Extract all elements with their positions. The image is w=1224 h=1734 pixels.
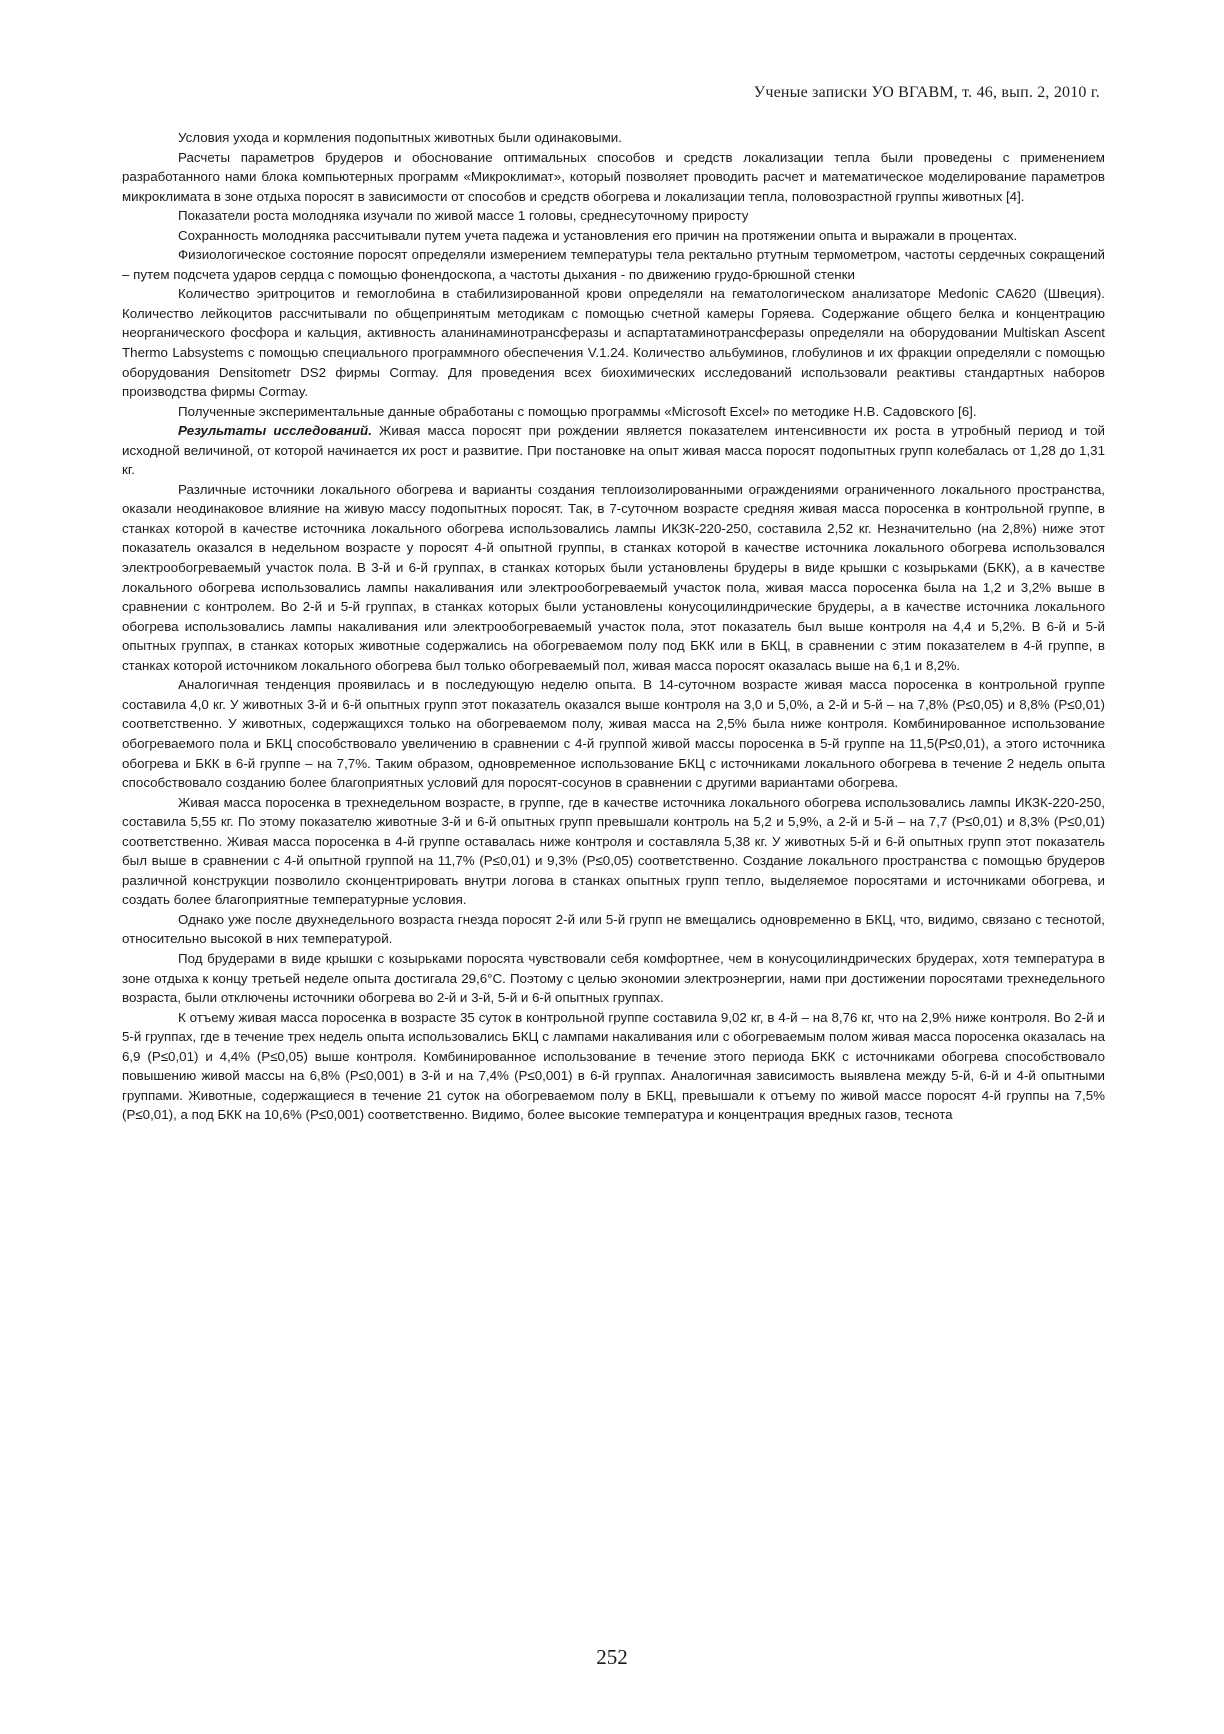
results-text: Живая масса поросят при рождении является показателем интенсивности их роста в утробный период и той исходной величиной, от которой начинается их рост и развитие. При постановке на опыт живая масса поросят подопытных групп колебалась от 1,28 до 1,31 кг. xyxy=(122,423,1105,478)
results-heading: Результаты исследований. xyxy=(178,423,372,439)
results-paragraph xyxy=(122,421,1105,480)
paragraph: Живая масса поросенка в трехнедельном возрасте, в группе, где в качестве источника локального обогрева использовались лампы ИКЗК-220-250, составила 5,55 кг. По этому показателю животные 3-й и 6-й опытных групп превышали контроль на 5,2 и 5,9%, а 2-й и 5-й – на 7,7 (P≤0,01) и 8,3% (P≤0,01) соответственно. Живая масса поросенка в 4-й группе оставалась ниже контроля и составляла 5,38 кг. У животных 5-й и 6-й опытных групп этот показатель был выше в сравнении с 4-й опытной группой на 11,7% (P≤0,01) и 9,3% (P≤0,05) соответственно. Создание локального пространства с помощью брудеров различной конструкции позволило сконцентрировать внутри логова в станках опытных групп тепло, выделяемое поросятами и источниками обогрева, и создать более благоприятные температурные условия. xyxy=(122,794,1105,908)
paragraph: Аналогичная тенденция проявилась и в последующую неделю опыта. В 14-суточном возрасте живая масса поросенка в контрольной группе составила 4,0 кг. У животных 3-й и 6-й опытных групп этот показатель оказался выше контроля на 3,0 и 5,0%, а 2-й и 5-й – на 7,8% (P≤0,05) и 8,8% (P≤0,01) соответственно. У животных, содержащихся только на обогреваемом полу, живая масса на 2,5% была ниже контроля. Комбинированное использование обогреваемого пола и БКЦ способствовало увеличению в сравнении с 4-й группой живой массы поросенка в 5-й группе на 11,5(P≤0,01), а этого источника обогрева и БКК в 6-й группе – на 7,7%. Таким образом, одновременное использование БКЦ с источниками локального обогрева в течение 2 недель опыта способствовало созданию более благоприятных условий для поросят-сосунов в сравнении с другими вариантами обогрева. xyxy=(122,677,1105,791)
paragraph: Различные источники локального обогрева и варианты создания теплоизолированными ограждениями ограниченного локального пространства, оказали неодинаковое влияние на живую массу подопытных поросят. Так, в 7-суточном возрасте средняя живая масса поросенка в контрольной группе, в станках которой в качестве источника локального обогрева использовались лампы ИКЗК-220-250, составила 2,52 кг. Незначительно (на 2,8%) ниже этот показатель оказался в недельном возрасте у поросят 4-й опытной группы, в станках которой в качестве источника локального обогрева использовался электрообогреваемый участок пола. В 3-й и 6-й группах, в станках которых были установлены брудеры в виде крышки с козырьками (БКК), а в качестве локального обогрева использовались лампы накаливания или электрообогреваемый участок пола, живая масса поросенка была на 1,2 и 3,2% выше в сравнении с контролем. Во 2-й и 5-й группах, в станках которых были установлены конусоцилиндрические брудеры, а в качестве источника локального обогрева использовались лампы накаливания или электрообогреваемый участок пола, этот показатель был выше контроля на 4,4 и 5,2%. В 6-й и 5-й опытных группах, в станках которых животные содержались на обогреваемом полу под БКК или в БКЦ, в сравнении с этим показателем в 4-й группе, в станках которой источником локального обогрева был только обогреваемый пол, живая масса поросят оказалась выше на 6,1 и 8,2%. xyxy=(122,481,1105,673)
page-number: 252 xyxy=(596,1645,628,1669)
paragraph: Под брудерами в виде крышки с козырьками поросята чувствовали себя комфортнее, чем в конусоцилиндрических брудерах, хотя температура в зоне отдыха к концу третьей неделе опыта достигала 29,6°С. Поэтому с целью экономии электроэнергии, нами при достижении поросятами трехнедельного возраста, были отключены источники обогрева во 2-й и 3-й, 5-й и 6-й опытных группах. xyxy=(122,950,1105,1006)
paragraph: Показатели роста молодняка изучали по живой массе 1 головы, среднесуточному приросту xyxy=(178,208,749,224)
body-text xyxy=(122,128,1105,1125)
paragraph: Количество эритроцитов и гемоглобина в стабилизированной крови определяли на гематологическом анализаторе Medonic CA620 (Швеция). Количество лейкоцитов рассчитывали по общепринятым методикам с помощью счетной камеры Горяева. Содержание общего белка и концентрацию неорганического фосфора и кальция, активность аланинаминотрансферазы и аспартатаминотрансферазы определяли на оборудовании Multiskan Ascent Thermo Labsystems с помощью специального программного обеспечения V.1.24. Количество альбуминов, глобулинов и их фракции определяли с помощью оборудования Densitometr DS2 фирмы Cormay. Для проведения всех биохимических исследований использовали реактивы стандартных наборов производства фирмы Cormay. xyxy=(122,286,1105,400)
paragraph: Условия ухода и кормления подопытных животных были одинаковыми. xyxy=(178,130,622,145)
running-header: Ученые записки УО ВГАВМ, т. 46, вып. 2, 2010 г. xyxy=(753,84,1100,101)
paragraph: К отъему живая масса поросенка в возрасте 35 суток в контрольной группе составила 9,02 кг, в 4-й – на 8,76 кг, что на 2,9% ниже контроля. Во 2-й и 5-й группах, где в течение трех недель опыта использовались БКЦ с лампами накаливания или с обогреваемым полом живая масса поросенка оказалась на 6,9 (P≤0,01) и 4,4% (P≤0,05) выше контроля. Комбинированное использование в течение этого периода БКК с источниками обогрева способствовало повышению живой массы на 6,8% (P≤0,001) в 3-й и на 7,4% (P≤0,001) в 6-й группах. Аналогичная зависимость выявлена между 5-й, 6-й и 4-й опытными группами. Животные, содержащиеся в течение 21 суток на обогреваемом полу в БКЦ, превышали к отъему по живой массе поросят 4-й группы на 7,5% (P≤0,01), а под БКК на 10,6% (P≤0,001) соответственно. Видимо, более высокие температура и концентрация вредных газов, теснота xyxy=(122,1009,1105,1123)
paragraph: Расчеты параметров брудеров и обоснование оптимальных способов и средств локализации тепла были проведены с применением разработанного нами блока компьютерных программ «Микроклимат», который позволяет проводить расчет и математическое моделирование параметров микроклимата в зоне отдыха поросят в зависимости от способов и средств обогрева и локализации тепла, половозрастной группы животных [4]. xyxy=(122,149,1105,204)
paragraph: Физиологическое состояние поросят определяли измерением температуры тела ректально ртутным термометром, частоты сердечных сокращений – путем подсчета ударов сердца с помощью фонендоскопа, а частоты дыхания - по движению грудо-брюшной стенки xyxy=(122,247,1105,282)
paragraph: Однако уже после двухнедельного возраста гнезда поросят 2-й или 5-й групп не вмещались одновременно в БКЦ, что, видимо, связано с теснотой, относительно высокой в них температурой. xyxy=(122,911,1105,947)
paragraph: Сохранность молодняка рассчитывали путем учета падежа и установления его причин на протяжении опыта и выражали в процентах. xyxy=(178,227,1018,243)
paragraph: Полученные экспериментальные данные обработаны с помощью программы «Microsoft Excel» по методике Н.В. Садовского [6]. xyxy=(178,403,977,419)
